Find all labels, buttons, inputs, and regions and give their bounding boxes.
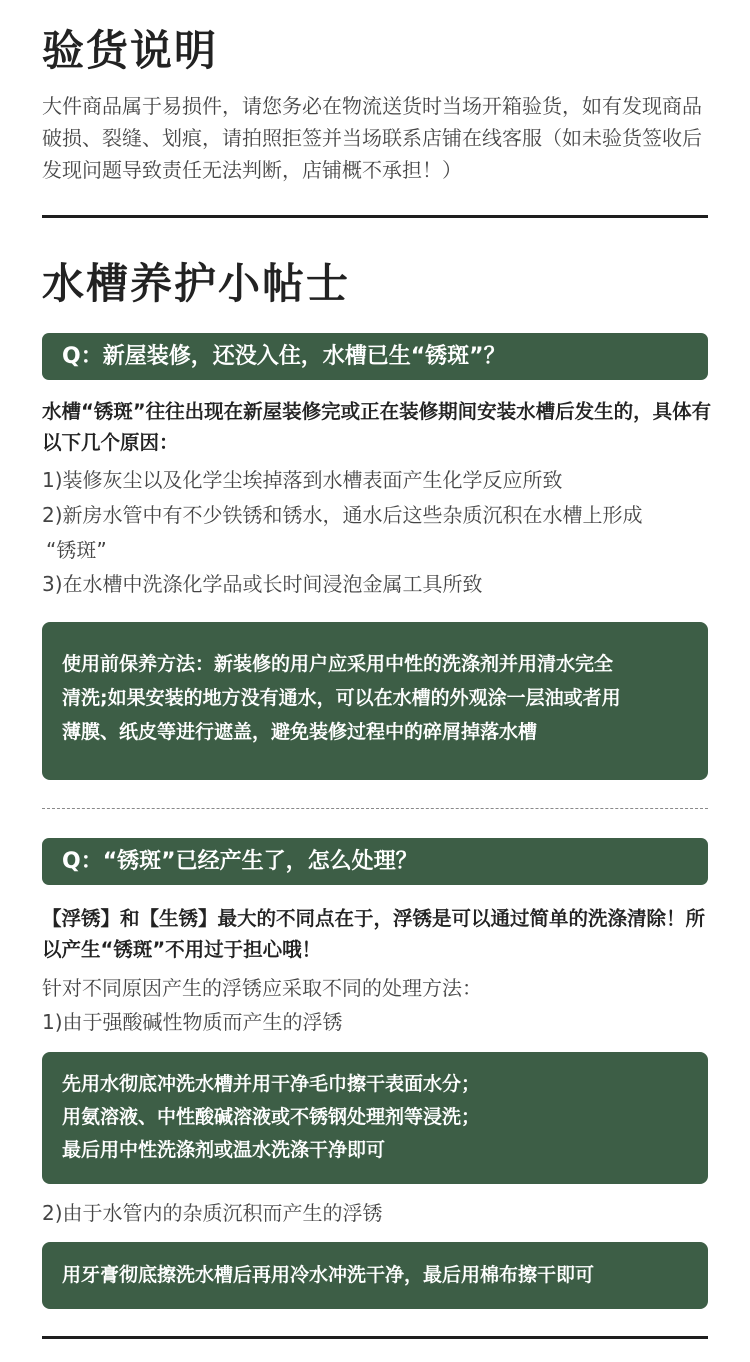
case-1-step-3: 最后用中性洗涤剂或温水洗涤干净即可 xyxy=(62,1139,386,1161)
q1-reason-2: 2)新房水管中有不少铁锈和锈水，通水后这些杂质沉积在水槽上形成 xyxy=(42,503,643,527)
q2-case-2: 2)由于水管内的杂质沉积而产生的浮锈 xyxy=(42,1201,383,1225)
bottom-divider xyxy=(42,1336,708,1339)
case-2-step: 用牙膏彻底擦洗水槽后再用冷水冲洗干净，最后用棉布擦干即可 xyxy=(62,1264,595,1286)
care-tips-title: 水槽养护小帖士 xyxy=(42,259,351,308)
case-1-steps-box xyxy=(42,1052,708,1184)
question-banner-1 xyxy=(42,333,708,380)
case-2-step-box xyxy=(42,1242,708,1309)
q1-reason-1: 1)装修灰尘以及化学尘埃掉落到水槽表面产生化学反应所致 xyxy=(42,468,563,492)
q2-method-intro: 针对不同原因产生的浮锈应采取不同的处理方法： xyxy=(42,976,482,1000)
case-1-step-2: 用氨溶液、中性酸碱溶液或不锈钢处理剂等浸洗； xyxy=(62,1106,481,1128)
maintenance-tip-box xyxy=(42,622,708,780)
tip-line-1: 使用前保养方法：新装修的用户应采用中性的洗涤剂并用清水完全 xyxy=(62,653,614,675)
question-2-text: Q：“锈斑”已经产生了，怎么处理？ xyxy=(62,849,418,874)
question-banner-2 xyxy=(42,838,708,885)
inspection-title: 验货说明 xyxy=(42,26,219,75)
dashed-divider xyxy=(42,808,708,809)
case-1-step-1: 先用水彻底冲洗水槽并用干净毛巾擦干表面水分； xyxy=(62,1073,481,1095)
q1-reason-3: 3)在水槽中洗涤化学品或长时间浸泡金属工具所致 xyxy=(42,572,483,596)
q2-intro: 【浮锈】和【生锈】最大的不同点在于，浮锈是可以通过简单的洗涤清除！所以产生“锈斑”不用过于担心哦！ xyxy=(42,907,706,961)
section-divider xyxy=(42,215,708,218)
q1-intro: 水槽“锈斑”往往出现在新屋装修完或正在装修期间安装水槽后发生的，具体有以下几个原因： xyxy=(42,400,712,454)
q2-case-1: 1)由于强酸碱性物质而产生的浮锈 xyxy=(42,1010,343,1034)
inspection-text: 大件商品属于易损件，请您务必在物流送货时当场开箱验货，如有发现商品破损、裂缝、划痕，请拍照拒签并当场联系店铺在线客服（如未验货签收后发现问题导致责任无法判断，店铺概不承担！） xyxy=(42,94,702,182)
tip-line-2: 清洗;如果安装的地方没有通水，可以在水槽的外观涂一层油或者用 xyxy=(62,687,621,709)
question-1-text: Q：新屋装修，还没入住，水槽已生“锈斑”？ xyxy=(62,344,506,369)
tip-line-3: 薄膜、纸皮等进行遮盖，避免装修过程中的碎屑掉落水槽 xyxy=(62,721,538,743)
q1-reason-2-cont: “锈斑” xyxy=(46,538,107,562)
